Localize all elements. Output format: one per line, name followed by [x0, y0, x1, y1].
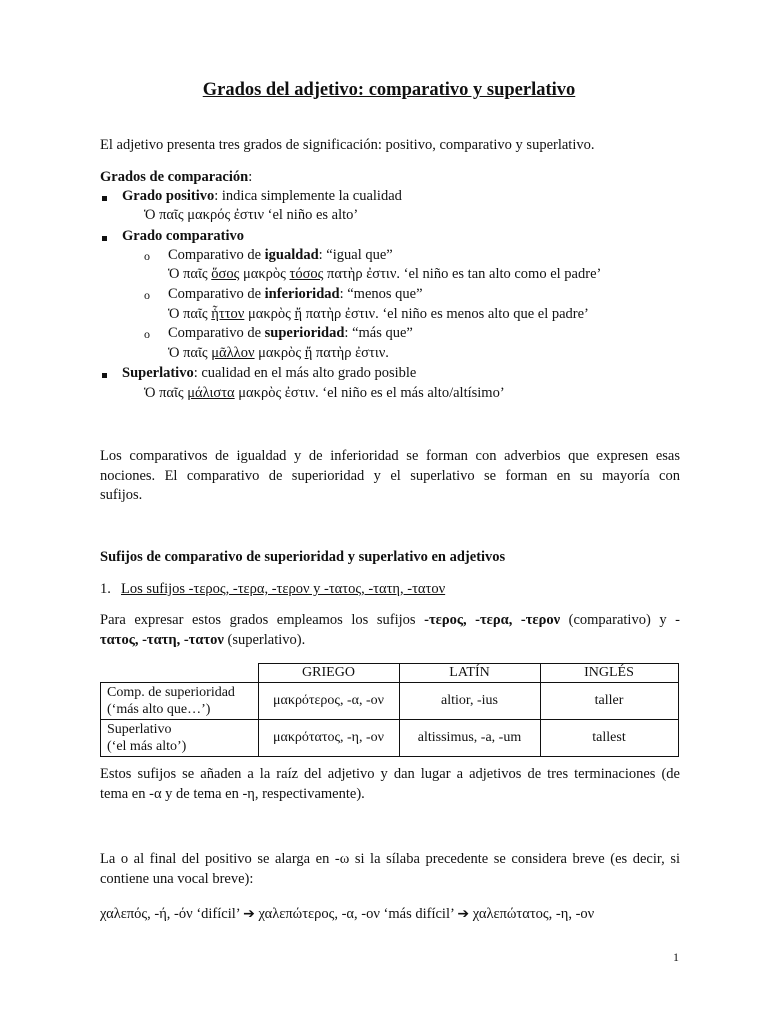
cell-latin: altissimus, -a, -um: [399, 720, 540, 757]
igualdad-example: Ὁ παῖς ὅσος μακρὸς τόσος πατὴρ ἐστιν. ‘el niño es tan alto como el padre’: [168, 266, 602, 282]
paragraph-line: tema en -α y de tema en -η, respectivamente).: [100, 786, 365, 802]
bullet-circle-icon: o: [144, 249, 150, 263]
example-line: χαλεπός, -ή, -όν ‘difícil’ ➔ χαλεπώτερος, -α, -ον ‘más difícil’ ➔ χαλεπώτατος, -η, -ον: [100, 906, 595, 922]
paragraph-line: τατος, -τατη, -τατον (superlativo).: [100, 632, 306, 648]
arrow-right-icon: ➔: [243, 906, 255, 922]
bullet-circle-icon: o: [144, 327, 150, 341]
inferioridad-example: Ὁ παῖς ἧττον μακρὸς ἤ πατὴρ ἐστιν. ‘el niño es menos alto que el padre’: [168, 306, 589, 322]
intro-text: El adjetivo presenta tres grados de significación: positivo, comparativo y superlativo.: [100, 137, 595, 153]
table-row: [101, 683, 679, 720]
positivo-example: Ὁ παῖς μακρός ἐστιν ‘el niño es alto’: [144, 207, 359, 223]
page-number: 1: [673, 950, 679, 964]
row-label: Superlativo (‘el más alto’): [101, 720, 259, 757]
column-header: INGLÉS: [540, 664, 678, 683]
bullet-circle-icon: o: [144, 288, 150, 302]
arrow-right-icon: ➔: [457, 906, 470, 922]
cell-griego: μακρότερος, -α, -ον: [258, 683, 399, 720]
paragraph-line: nociones. El comparativo de superioridad y el superlativo se forman en su mayoría con: [100, 468, 680, 484]
paragraph-line: Los comparativos de igualdad y de inferioridad se forman con adverbios que expresen esas: [100, 448, 680, 464]
numbered-item: 1. Los sufijos -τερος, -τερα, -τερον y -τατος, -τατη, -τατον: [100, 581, 446, 597]
column-header: LATÍN: [399, 664, 540, 683]
cell-griego: μακρότατος, -η, -ον: [258, 720, 399, 757]
paragraph-line: contiene una vocal breve):: [100, 871, 254, 887]
cell-latin: altior, -ius: [399, 683, 540, 720]
bullet-square-icon: [102, 373, 107, 378]
section-heading: Sufijos de comparativo de superioridad y superlativo en adjetivos: [100, 549, 506, 565]
comparison-table: [100, 663, 679, 757]
cell-ingles: taller: [540, 683, 678, 720]
bullet-square-icon: [102, 236, 107, 241]
grados-heading: Grados de comparación:: [100, 169, 253, 185]
superioridad-example: Ὁ παῖς μᾶλλον μακρὸς ἤ πατὴρ ἐστιν.: [168, 345, 389, 361]
table-header-row: [101, 664, 679, 683]
paragraph-line: Para expresar estos grados empleamos los sufijos -τερος, -τερα, -τερον (comparativo) y -: [100, 612, 680, 628]
bullet-square-icon: [102, 196, 107, 201]
column-header: GRIEGO: [258, 664, 399, 683]
cell-ingles: tallest: [540, 720, 678, 757]
paragraph-line: sufijos.: [100, 487, 143, 503]
row-label: Comp. de superioridad (‘más alto que…’): [101, 683, 259, 720]
page-title: Grados del adjetivo: comparativo y superlativo: [202, 80, 576, 100]
paragraph-line: La o al final del positivo se alarga en -ω si la sílaba precedente se considera breve (es decir, si: [100, 851, 680, 867]
table-row: [101, 720, 679, 757]
superlativo-example: Ὁ παῖς μάλιστα μακρὸς ἐστιν. ‘el niño es el más alto/altísimo’: [144, 385, 505, 401]
paragraph-line: Estos sufijos se añaden a la raíz del adjetivo y dan lugar a adjetivos de tres terminaciones (de: [100, 766, 680, 782]
empty-cell: [101, 664, 259, 683]
